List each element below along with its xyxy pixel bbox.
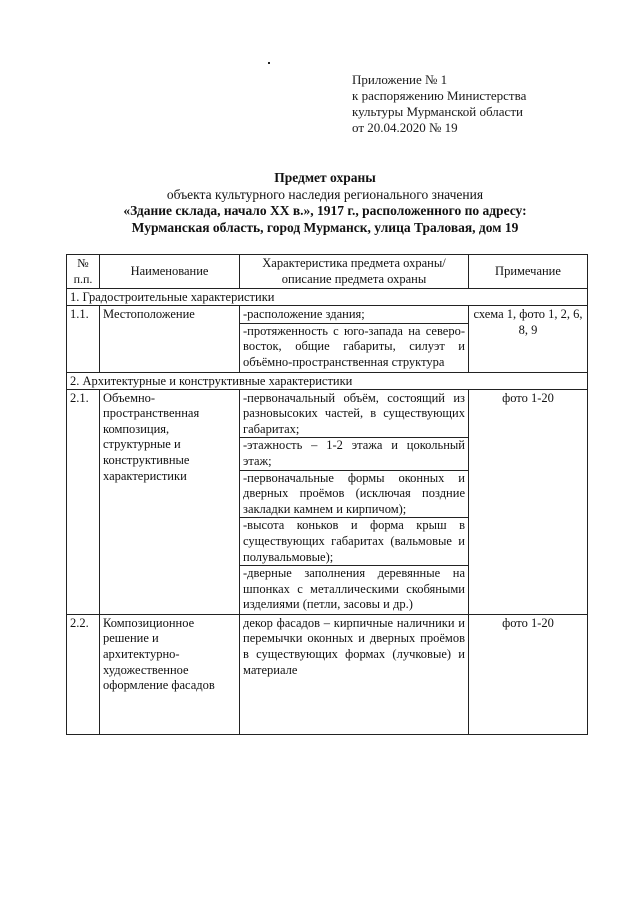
- characteristic-item: декор фасадов – кирпичные наличники и перемычки оконных и дверных проёмов в существующих формах (лучковые) и материале: [243, 615, 465, 677]
- object-name: «Здание склада, начало XX в.», 1917 г., расположенного по адресу:: [123, 203, 527, 218]
- header-characteristic: Характеристика предмета охраны/описание предмета охраны: [240, 255, 469, 289]
- table-header-row: [67, 255, 588, 289]
- row-num: 2.2.: [67, 614, 100, 734]
- document-subtitle: объекта культурного наследия регионального значения: [166, 186, 484, 202]
- characteristic-item: -первоначальный объём, состоящий из разновысоких частей, в существующих габаритах;: [240, 391, 468, 439]
- characteristic-item: -расположение здания;: [240, 307, 468, 324]
- header-note: Примечание: [469, 255, 588, 289]
- object-address: Мурманская область, город Мурманск, улица Траловая, дом 19: [131, 219, 519, 235]
- row-note: схема 1, фото 1, 2, 6, 8, 9: [469, 306, 588, 372]
- row-name: Объемно-пространственная композиция, структурные и конструктивные характеристики: [100, 389, 240, 614]
- row-characteristic: [240, 614, 469, 734]
- row-characteristic: [240, 389, 469, 614]
- appendix-title: Приложение № 1: [352, 72, 448, 87]
- header-name: Наименование: [100, 255, 240, 289]
- row-num: 1.1.: [67, 306, 100, 372]
- section-title: 1. Градостроительные характеристики: [67, 289, 588, 306]
- row-characteristic: [240, 306, 469, 372]
- characteristic-item: -дверные заполнения деревянные на шпонках с металлическими скобяными изделиями (петли, засовы и др.): [243, 566, 465, 612]
- section-row: [67, 372, 588, 389]
- row-name: Местоположение: [100, 306, 240, 372]
- row-name: Композиционное решение и архитектурно-художественное оформление фасадов: [100, 614, 240, 734]
- characteristic-item: -протяженность с юго-запада на северо-восток, общие габариты, силуэт и объёмно-пространственная структура: [243, 323, 465, 369]
- table-row: [67, 306, 588, 372]
- document-title: Предмет охраны: [274, 170, 376, 185]
- appendix-org: культуры Мурманской области: [352, 104, 523, 119]
- header-num: № п.п.: [67, 255, 100, 289]
- characteristic-item: -первоначальные формы оконных и дверных проёмов (исключая поздние закладки камнем и кирпичом);: [240, 471, 468, 519]
- row-note: фото 1-20: [469, 614, 588, 734]
- appendix-date: от 20.04.2020 № 19: [352, 120, 458, 135]
- table-row: [67, 614, 588, 734]
- document-title-block: [40, 170, 610, 236]
- appendix-order-ref: к распоряжению Министерства: [352, 88, 527, 103]
- characteristic-item: -этажность – 1-2 этажа и цокольный этаж;: [240, 438, 468, 470]
- row-num: 2.1.: [67, 389, 100, 614]
- scan-speck: [268, 62, 270, 64]
- section-title: 2. Архитектурные и конструктивные характеристики: [67, 372, 588, 389]
- row-note: фото 1-20: [469, 389, 588, 614]
- section-row: [67, 289, 588, 306]
- characteristic-item: -высота коньков и форма крыш в существующих габаритах (вальмовые и полувальмовые);: [240, 518, 468, 566]
- protection-subject-table: [66, 254, 588, 735]
- appendix-header: [352, 72, 622, 136]
- table-row: [67, 389, 588, 614]
